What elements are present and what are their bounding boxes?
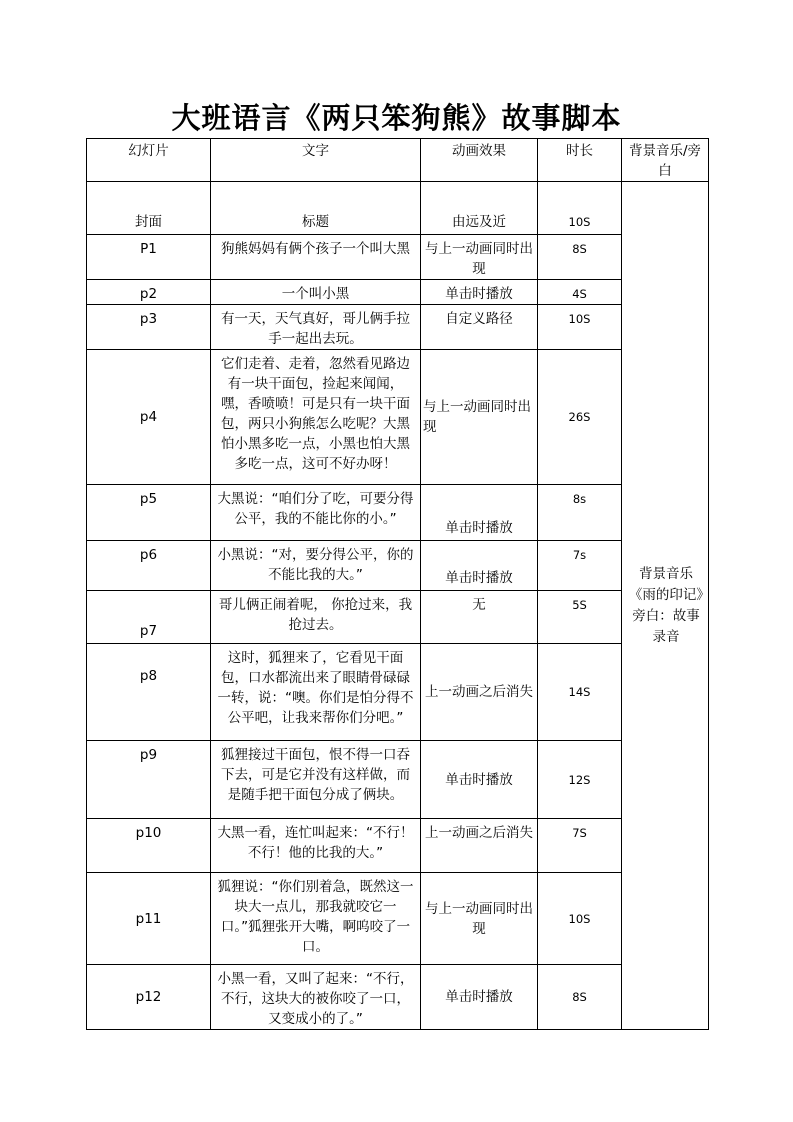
table-row <box>87 873 709 965</box>
text-cell: 大黑说：“咱们分了吃，可要分得公平，我的不能比你的小。” <box>211 485 421 541</box>
effect-cell: 单击时播放 <box>421 485 538 541</box>
slide-cell: p7 <box>87 591 211 644</box>
table-row <box>87 965 709 1030</box>
text-cell: 大黑一看，连忙叫起来：“不行！不行！他的比我的大。” <box>211 819 421 873</box>
duration-cell: 12S <box>538 741 622 819</box>
header-slide: 幻灯片 <box>87 139 211 182</box>
effect-cell: 与上一动画同时出现 <box>421 873 538 965</box>
duration-cell: 8S <box>538 235 622 280</box>
duration-cell: 8S <box>538 965 622 1030</box>
table-row <box>87 305 709 350</box>
text-cell: 狐狸说：“你们别着急，既然这一块大一点儿，那我就咬它一口。”狐狸张开大嘴，啊呜咬了一口。 <box>211 873 421 965</box>
duration-cell: 26S <box>538 350 622 485</box>
effect-cell: 单击时播放 <box>421 541 538 591</box>
slide-cell: p2 <box>87 280 211 305</box>
text-cell: 小黑说：“对，要分得公平，你的不能比我的大。” <box>211 541 421 591</box>
table-row <box>87 280 709 305</box>
text-cell: 小黑一看，又叫了起来：“不行，不行，这块大的被你咬了一口，又变成小的了。” <box>211 965 421 1030</box>
table-row <box>87 741 709 819</box>
table-row <box>87 485 709 541</box>
slide-cell: p3 <box>87 305 211 350</box>
duration-cell: 4S <box>538 280 622 305</box>
text-cell: 一个叫小黑 <box>211 280 421 305</box>
text-cell: 哥儿俩正闹着呢， 你抢过来，我抢过去。 <box>211 591 421 644</box>
script-table <box>86 138 709 1030</box>
table-row <box>87 350 709 485</box>
header-row <box>87 139 709 182</box>
slide-cell: p6 <box>87 541 211 591</box>
duration-cell: 10S <box>538 182 622 235</box>
duration-cell: 5S <box>538 591 622 644</box>
slide-cell: 封面 <box>87 182 211 235</box>
slide-cell: p12 <box>87 965 211 1030</box>
text-cell: 有一天，天气真好，哥儿俩手拉手一起出去玩。 <box>211 305 421 350</box>
header-music: 背景音乐/旁白 <box>622 139 709 182</box>
effect-cell: 单击时播放 <box>421 280 538 305</box>
text-cell: 这时，狐狸来了，它看见干面包，口水都流出来了眼睛骨碌碌一转，说：“噢。你们是怕分得不公平吧，让我来帮你们分吧。” <box>211 644 421 741</box>
table-row <box>87 644 709 741</box>
text-cell: 标题 <box>211 182 421 235</box>
slide-cell: p9 <box>87 741 211 819</box>
duration-cell: 14S <box>538 644 622 741</box>
text-cell: 它们走着、走着，忽然看见路边有一块干面包，捡起来闻闻，嘿，香喷喷！可是只有一块干面包，两只小狗熊怎么吃呢？大黑怕小黑多吃一点，小黑也怕大黑多吃一点，这可不好办呀！ <box>211 350 421 485</box>
effect-cell: 与上一动画同时出现 <box>421 350 538 485</box>
effect-cell: 与上一动画同时出现 <box>421 235 538 280</box>
table-row <box>87 182 709 235</box>
header-text: 文字 <box>211 139 421 182</box>
duration-cell: 8s <box>538 485 622 541</box>
effect-cell: 上一动画之后消失 <box>421 644 538 741</box>
duration-cell: 7s <box>538 541 622 591</box>
header-duration: 时长 <box>538 139 622 182</box>
header-effect: 动画效果 <box>421 139 538 182</box>
slide-cell: p5 <box>87 485 211 541</box>
slide-cell: p10 <box>87 819 211 873</box>
slide-cell: p8 <box>87 644 211 741</box>
music-text: 背景音乐《雨的印记》旁白：故事录音 <box>628 565 704 645</box>
slide-cell: P1 <box>87 235 211 280</box>
text-cell: 狗熊妈妈有俩个孩子一个叫大黑 <box>211 235 421 280</box>
effect-cell: 单击时播放 <box>421 965 538 1030</box>
slide-cell: p11 <box>87 873 211 965</box>
effect-cell: 自定义路径 <box>421 305 538 350</box>
text-cell: 狐狸接过干面包，恨不得一口吞下去，可是它并没有这样做，而是随手把干面包分成了俩块。 <box>211 741 421 819</box>
duration-cell: 10S <box>538 305 622 350</box>
effect-cell: 无 <box>421 591 538 644</box>
duration-cell: 10S <box>538 873 622 965</box>
effect-cell: 上一动画之后消失 <box>421 819 538 873</box>
page-title: 大班语言《两只笨狗熊》故事脚本 <box>171 101 622 135</box>
slide-cell: p4 <box>87 350 211 485</box>
table-row <box>87 819 709 873</box>
duration-cell: 7S <box>538 819 622 873</box>
table-row <box>87 235 709 280</box>
effect-cell: 单击时播放 <box>421 741 538 819</box>
table-row <box>87 541 709 591</box>
effect-cell: 由远及近 <box>421 182 538 235</box>
table-row <box>87 591 709 644</box>
music-cell <box>622 182 709 1030</box>
